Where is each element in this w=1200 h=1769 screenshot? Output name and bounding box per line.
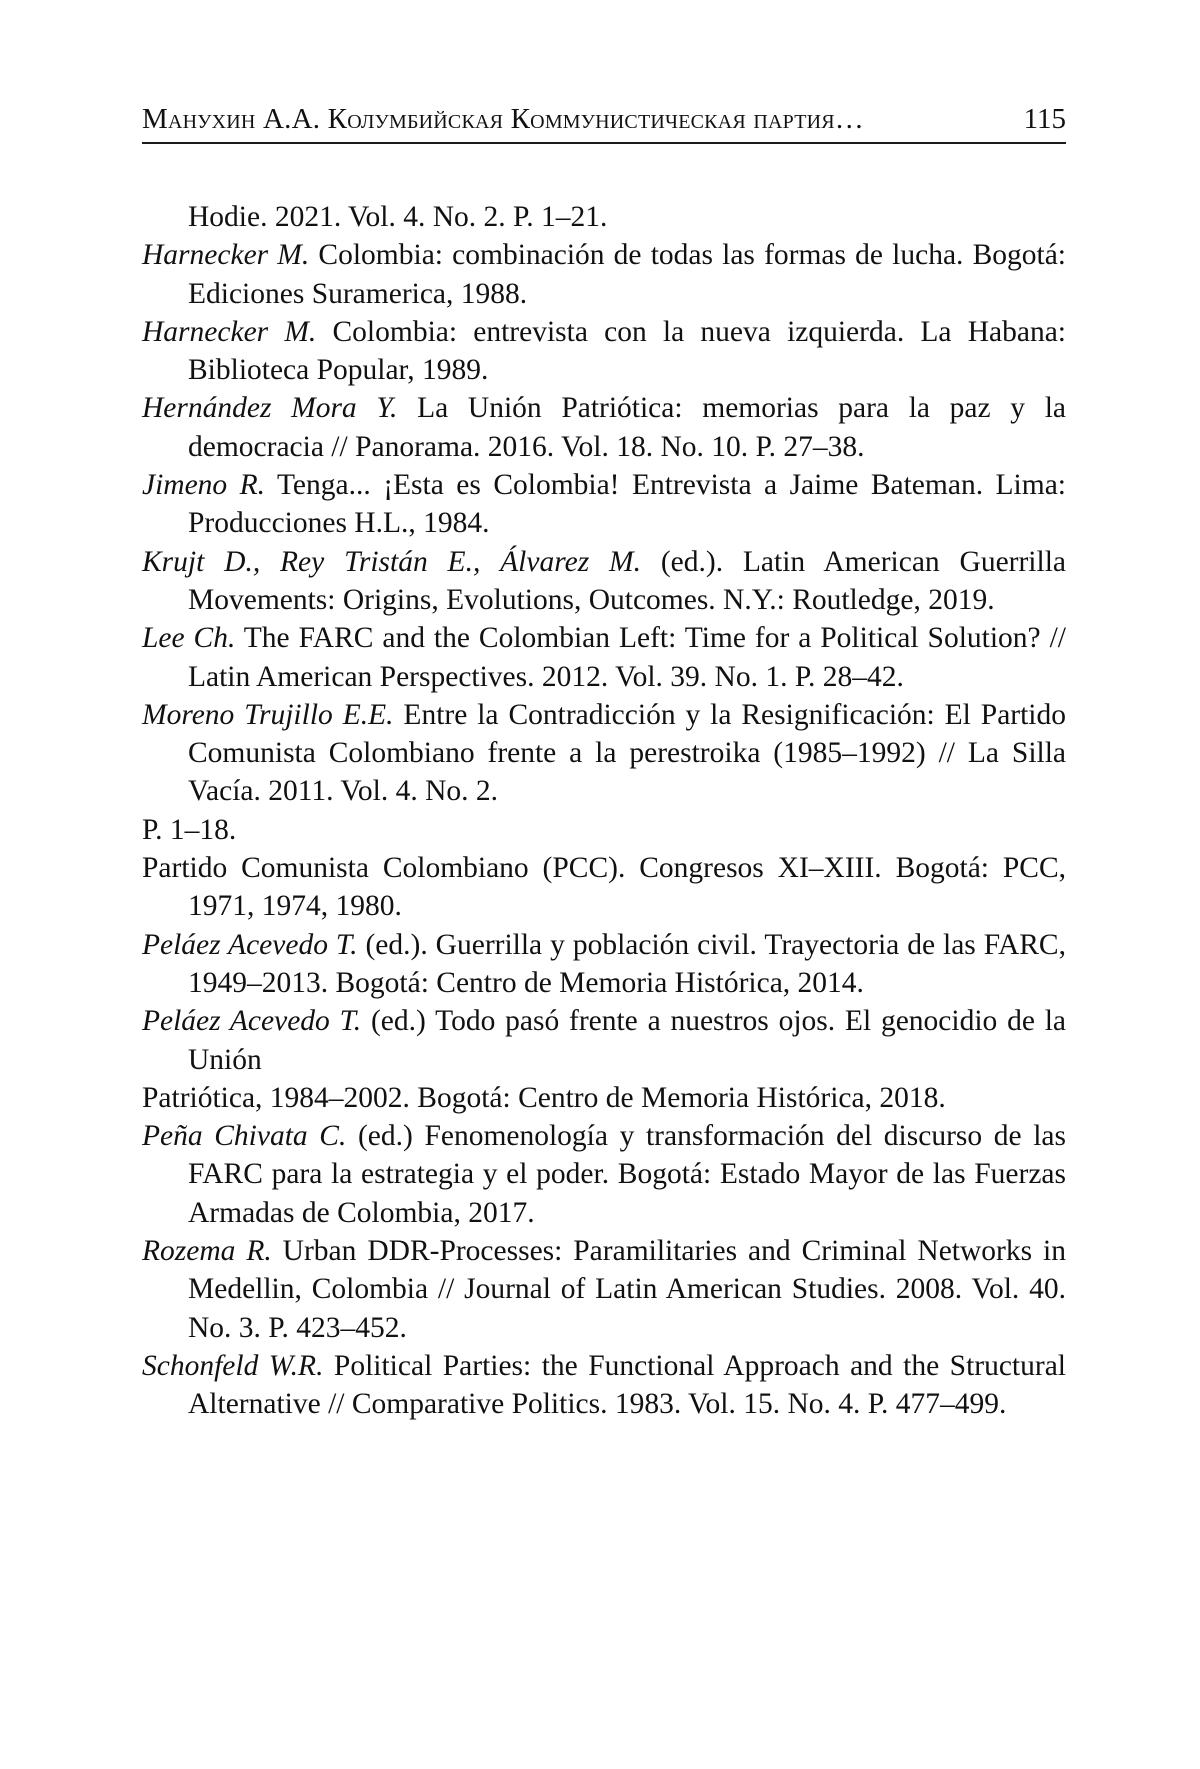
entry-text: (ed.). Guerrilla y población civil. Trayectoria de las FARC, 1949–2013. Bogotá: Centro de Memoria Histórica, 2014. <box>188 928 1066 999</box>
bibliography-entry <box>142 926 1066 1003</box>
bibliography-entry <box>142 619 1066 696</box>
entry-author: Schonfeld W.R. <box>142 1349 324 1382</box>
entry-text: Partido Comunista Colombiano (PCC). Congresos XI–XIII. Bogotá: PCC, 1971, 1974, 1980. <box>142 852 1066 923</box>
entry-trailing-line: P. 1–18. <box>142 813 237 846</box>
bibliography-entry <box>142 198 1066 236</box>
bibliography-entry <box>142 1002 1066 1117</box>
entry-author: Jimeno R. <box>142 469 266 502</box>
running-header <box>142 100 1066 144</box>
bibliography-entry <box>142 1347 1066 1424</box>
entry-text: La Unión Patriótica: memorias para la paz y la democracia // Panorama. 2016. Vol. 18. No. 10. P. 27–38. <box>188 392 1066 463</box>
entry-author: Lee Ch. <box>142 622 236 655</box>
entry-author: Moreno Trujillo E.E. <box>142 698 394 731</box>
entry-text: Entre la Contradicción y la Resignificación: El Partido Comunista Colombiano frente a la perestroika (1985–1992) // La Silla Vacía. 2011. Vol. 4. No. 2. <box>188 698 1066 808</box>
bibliography-entry <box>142 1232 1066 1347</box>
entry-text: Urban DDR-Processes: Paramilitaries and Criminal Networks in Medellin, Colombia // Journal of Latin American Studies. 2008. Vol. 40. No. 3. P. 423–452. <box>188 1235 1066 1344</box>
running-title: Манухин А.А. Колумбийская Коммунистическая партия… <box>142 103 865 135</box>
entry-author: Harnecker M. <box>142 239 310 272</box>
entry-text: (ed.) Fenomenología y transformación del discurso de las FARC para la estrategia y el poder. Bogotá: Estado Mayor de las Fuerzas Armadas de Colombia, 2017. <box>188 1120 1066 1229</box>
bibliography-entry <box>142 696 1066 849</box>
bibliography-entry <box>142 849 1066 926</box>
entry-text: (ed.) Todo pasó frente a nuestros ojos. El genocidio de la Unión <box>188 1005 1066 1076</box>
bibliography-list <box>142 198 1066 1424</box>
entry-author: Peláez Acevedo T. <box>142 1005 362 1038</box>
entry-author: Peña Chivata C. <box>142 1120 347 1153</box>
entry-text: The FARC and the Colombian Left: Time for a Political Solution? // Latin American Perspectives. 2012. Vol. 39. No. 1. P. 28–42. <box>188 622 1066 693</box>
entry-text: (ed.). Latin American Guerrilla Movements: Origins, Evolutions, Outcomes. N.Y.: Routledge, 2019. <box>188 545 1066 616</box>
entry-author: Peláez Acevedo T. <box>142 928 358 961</box>
bibliography-entry <box>142 466 1066 543</box>
bibliography-entry <box>142 389 1066 466</box>
entry-text: Hodie. 2021. Vol. 4. No. 2. P. 1–21. <box>188 201 608 233</box>
entry-author: Hernández Mora Y. <box>142 392 398 425</box>
entry-text: Political Parties: the Functional Approach and the Structural Alternative // Comparative Politics. 1983. Vol. 15. No. 4. P. 477–499. <box>188 1349 1066 1421</box>
entry-author: Krujt D., Rey Tristán E., Álvarez M. <box>142 545 641 578</box>
bibliography-entry <box>142 543 1066 620</box>
entry-text: Tenga... ¡Esta es Colombia! Entrevista a Jaime Bateman. Lima: Producciones H.L., 1984. <box>188 469 1066 540</box>
bibliography-entry <box>142 313 1066 390</box>
page-number: 115 <box>1023 103 1066 135</box>
bibliography-entry <box>142 1117 1066 1232</box>
entry-author: Rozema R. <box>142 1235 272 1268</box>
entry-author: Harnecker M. <box>142 315 317 348</box>
entry-text: Colombia: combinación de todas las formas de lucha. Bogotá: Ediciones Suramerica, 1988. <box>188 239 1066 310</box>
entry-trailing-line: Patriótica, 1984–2002. Bogotá: Centro de Memoria Histórica, 2018. <box>142 1081 946 1114</box>
entry-text: Colombia: entrevista con la nueva izquierda. La Habana: Biblioteca Popular, 1989. <box>188 315 1066 387</box>
bibliography-entry <box>142 236 1066 313</box>
